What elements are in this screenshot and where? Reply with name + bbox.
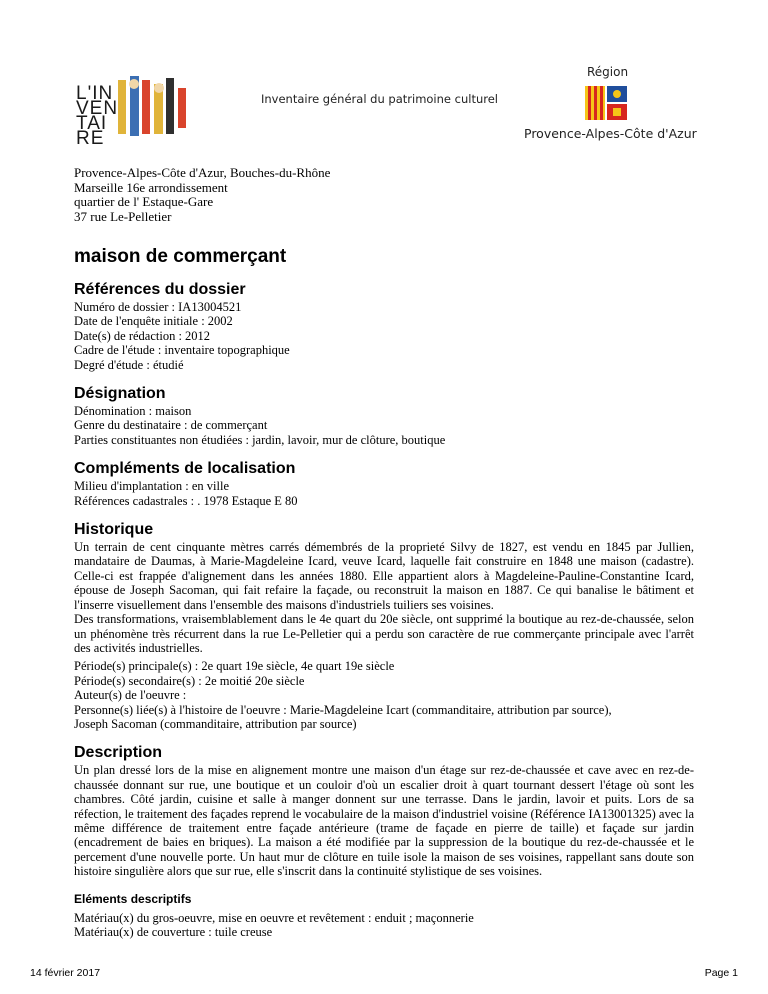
field-line: Date(s) de rédaction : 2012 [74,328,211,343]
field-line: Parties constituantes non étudiées : jardin, lavoir, mur de clôture, boutique [74,432,446,447]
document-body [74,166,694,939]
section-heading: Historique [74,521,154,539]
subsection-heading: Eléments descriptifs [74,891,192,906]
field-line: Cadre de l'étude : inventaire topographique [74,343,290,358]
address-line: 37 rue Le-Pelletier [74,208,172,224]
description-paragraph: Un plan dressé lors de la mise en alignement montre une maison d'un étage sur rez-de-chaussée et cave avec en rez-de-chaussée donnant sur rue, une boutique et un couloir d'où un escalier droit à quart tournant dessert l'étage où sont les chambres. Côté jardin, cuisine et salle à manger donnent sur une terrasse. Dans le jardin, lavoir et puits. Lors de sa réfection, le traitement des façades reprend le vocabulaire de la maison d'industriel voisine (Référence IA13001325) avec la même différence de traitement entre façade antérieure (trame de façade en pierre de taille) et façade sur jardin (encadrement de baies en briques). La maison a été modifiée par la suppression de la boutique du rez-de-chaussée et le percement d'une nouvelle porte. Un haut mur de clôture en tuile isole la maison de ses voisines, rappellant sans doute son histoire singulière alors que sur rue, elle s'inscrit dans la continuité stylistique de ses voisines. [74,763,694,879]
address-block [74,166,694,224]
field-line: Degré d'étude : étudié [74,357,184,372]
field-line: Références cadastrales : . 1978 Estaque E 80 [74,493,298,508]
address-line: Marseille 16e arrondissement [74,179,228,195]
page-title: maison de commerçant [74,246,287,267]
field-line: Dénomination : maison [74,404,192,419]
region-label: Région [587,65,629,79]
section-heading: Désignation [74,385,166,403]
logo-line: TAI [76,113,108,134]
historique-paragraph: Des transformations, vraisemblablement dans le 4e quart du 20e siècle, ont supprimé la boutique au rez-de-chaussée, selon un phénomène très récurrent dans la rue Le-Pelletier qui a perdu son caractère de rue commerçante principale avec l'arrêt des activités industrielles. [74,612,694,655]
logo-line: VEN [76,98,119,119]
address-line: quartier de l' Estaque-Gare [74,194,214,209]
field-line: Période(s) principale(s) : 2e quart 19e siècle, 4e quart 19e siècle [74,659,395,674]
section-designation [74,384,694,447]
section-historique [74,520,694,731]
address-line: Provence-Alpes-Côte d'Azur, Bouches-du-Rhône [74,165,331,180]
section-references [74,280,694,372]
region-crest-icon [585,86,627,120]
logo-line: RE [76,128,105,149]
section-description [74,743,694,939]
field-line: Date de l'enquête initiale : 2002 [74,314,233,329]
logo-line: L'IN [76,83,114,104]
field-line: Numéro de dossier : IA13004521 [74,300,242,314]
historique-paragraph: Un terrain de cent cinquante mètres carrés démembrés de la proprieté Silvy de 1827, est vendu en 1845 par Jullien, mandataire de Daumas, à Marie-Magdeleine Icard, veuve Icard, laquelle fait construire en 1848 une maison (cadastre). Celle-ci est frappée d'alignement dans les années 1880. Elle appartient alors à Magdeleine-Pauline-Constantine Icard, épouse de Joseph Sacoman, qui fait refaire la façade, ou reconstruit la maison en 1887. Ce qui banalise le bâtiment et l'inserre visuellement dans l'ensemble des maisons d'industriels tuiliers ses voisines. [74,540,694,612]
section-localisation [74,459,694,508]
field-line: Personne(s) liée(s) à l'histoire de l'oeuvre : Marie-Magdeleine Icart (commanditaire, attribution par source), [74,702,612,717]
field-line: Joseph Sacoman (commanditaire, attribution par source) [74,716,357,731]
field-line: Matériau(x) de couverture : tuile creuse [74,925,273,939]
page-header [0,0,768,150]
field-line: Matériau(x) du gros-oeuvre, mise en oeuvre et revêtement : enduit ; maçonnerie [74,910,474,925]
section-heading: Références du dossier [74,281,246,298]
footer-page-number: Page 1 [704,967,738,979]
region-name: Provence-Alpes-Côte d'Azur [524,126,697,141]
field-line: Milieu d'implantation : en ville [74,479,230,494]
section-heading: Description [74,744,163,762]
section-heading: Compléments de localisation [74,460,296,478]
footer-date: 14 février 2017 [30,967,101,979]
header-title: Inventaire général du patrimoine culturel [261,92,498,106]
inventaire-logo-text [76,83,119,149]
field-line: Période(s) secondaire(s) : 2e moitié 20e siècle [74,673,305,688]
field-line: Auteur(s) de l'oeuvre : [74,688,187,703]
field-line: Genre du destinataire : de commerçant [74,418,268,433]
